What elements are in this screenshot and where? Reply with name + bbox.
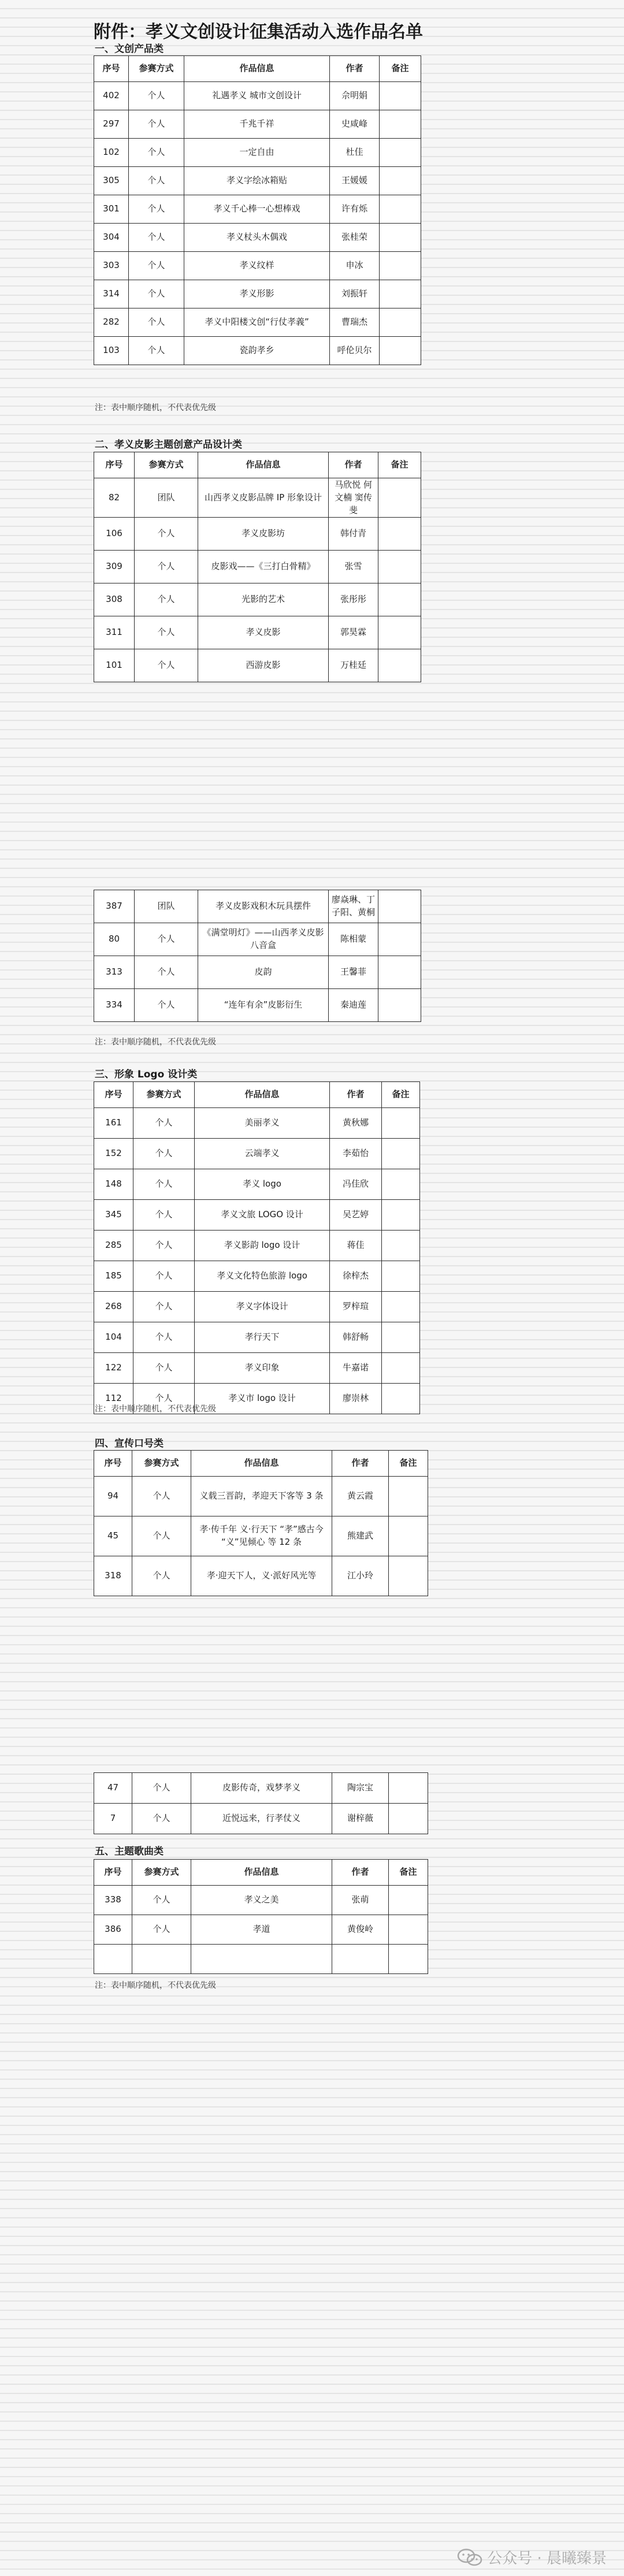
cell-no: 45 xyxy=(94,1516,132,1556)
cell-no: 47 xyxy=(94,1773,132,1804)
cell-no: 102 xyxy=(94,139,129,167)
header-mode: 参赛方式 xyxy=(132,1451,191,1477)
cell-author: 曹瑞杰 xyxy=(330,308,380,337)
header-author: 作者 xyxy=(330,1082,382,1108)
cell-mode: 个人 xyxy=(133,1261,195,1292)
cell-author: 江小玲 xyxy=(332,1556,389,1596)
cell-remark xyxy=(389,1477,428,1516)
table-note-5: 注：表中顺序随机，不代表优先级 xyxy=(95,1981,216,1990)
cell-work: 孝义皮影坊 xyxy=(198,518,329,551)
cell-author: 韩付青 xyxy=(329,518,378,551)
cell-remark xyxy=(380,195,421,224)
cell-work: 孝义杖头木偶戏 xyxy=(184,224,330,252)
cell-remark xyxy=(382,1292,420,1322)
cell-mode: 个人 xyxy=(135,989,198,1022)
cell-no: 104 xyxy=(94,1322,133,1353)
cell-no: 82 xyxy=(94,478,135,518)
cell-remark xyxy=(380,82,421,110)
header-mode: 参赛方式 xyxy=(133,1082,195,1108)
cell-no: 7 xyxy=(94,1804,132,1834)
cell-no: 345 xyxy=(94,1200,133,1231)
cell-no: 309 xyxy=(94,551,135,583)
cell-mode: 个人 xyxy=(133,1322,195,1353)
cell-remark xyxy=(378,583,421,616)
cell-mode: 个人 xyxy=(133,1353,195,1384)
cell-remark xyxy=(378,989,421,1022)
cell-work: 孝义字体设计 xyxy=(195,1292,330,1322)
header-remark: 备注 xyxy=(389,1860,428,1886)
section-title-2: 二、孝义皮影主题创意产品设计类 xyxy=(95,439,242,451)
cell-remark xyxy=(389,1804,428,1834)
header-no: 序号 xyxy=(94,1860,132,1886)
cell-remark xyxy=(380,337,421,365)
cell-no: 305 xyxy=(94,167,129,195)
table-row xyxy=(94,139,421,167)
table-row xyxy=(94,1886,428,1915)
cell-work: 孝义皮影 xyxy=(198,616,329,649)
table-row xyxy=(94,583,421,616)
table-header-row xyxy=(94,1860,428,1886)
cell-work: 孝·迎天下人，义·派好风光等 xyxy=(191,1556,332,1596)
cell-mode: 个人 xyxy=(129,224,184,252)
cell-mode: 个人 xyxy=(133,1139,195,1169)
cell-work: 近悦远来，行孝仗义 xyxy=(191,1804,332,1834)
cell-remark xyxy=(382,1200,420,1231)
page-title: 附件：孝义文创设计征集活动入选作品名单 xyxy=(94,22,423,42)
cell-mode: 团队 xyxy=(135,478,198,518)
cell-work: 皮影戏——《三打白骨精》 xyxy=(198,551,329,583)
wechat-icon xyxy=(457,2548,482,2567)
table-logo-design xyxy=(94,1081,420,1414)
cell-mode: 个人 xyxy=(135,551,198,583)
cell-mode: 个人 xyxy=(129,195,184,224)
cell-no: 94 xyxy=(94,1477,132,1516)
table-row xyxy=(94,551,421,583)
cell-author: 吴艺婷 xyxy=(330,1200,382,1231)
cell-remark xyxy=(380,308,421,337)
cell-work: 孝义纹样 xyxy=(184,252,330,280)
cell-work: 孝·传千年 义·行天下 “孝”感古今 “义”见倾心 等 12 条 xyxy=(191,1516,332,1556)
table-row xyxy=(94,1231,420,1261)
cell-no: 303 xyxy=(94,252,129,280)
cell-work: 《满堂明灯》——山西孝义皮影八音盒 xyxy=(198,923,329,956)
cell-mode: 个人 xyxy=(132,1804,191,1834)
table-row xyxy=(94,252,421,280)
table-slogans-a xyxy=(94,1450,428,1596)
table-row xyxy=(94,308,421,337)
cell-work: 孝义影韵 logo 设计 xyxy=(195,1231,330,1261)
cell-work: 义载三晋韵，孝迎天下客等 3 条 xyxy=(191,1477,332,1516)
section-title-3: 三、形象 Logo 设计类 xyxy=(95,1069,198,1080)
cell-work: 孝义文化特色旅游 logo xyxy=(195,1261,330,1292)
cell-work: 山西孝义皮影品牌 IP 形象设计 xyxy=(198,478,329,518)
table-row xyxy=(94,518,421,551)
header-mode: 参赛方式 xyxy=(135,452,198,478)
table-row xyxy=(94,1516,428,1556)
table-row xyxy=(94,1915,428,1945)
cell-author: 刘振轩 xyxy=(330,280,380,308)
cell-remark xyxy=(380,110,421,139)
cell-work: 孝义文旅 LOGO 设计 xyxy=(195,1200,330,1231)
table-row xyxy=(94,1804,428,1834)
cell-mode: 个人 xyxy=(132,1915,191,1945)
cell-remark xyxy=(382,1261,420,1292)
cell-author: 张桂荣 xyxy=(330,224,380,252)
table-row xyxy=(94,956,421,989)
cell-no: 148 xyxy=(94,1169,133,1200)
table-note-1: 注：表中顺序随机，不代表优先级 xyxy=(95,403,216,412)
header-no: 序号 xyxy=(94,1082,133,1108)
table-row xyxy=(94,224,421,252)
cell-mode: 个人 xyxy=(133,1231,195,1261)
cell-mode: 团队 xyxy=(135,890,198,923)
cell-no: 152 xyxy=(94,1139,133,1169)
header-remark: 备注 xyxy=(380,56,421,82)
table-row xyxy=(94,890,421,923)
cell-no: 106 xyxy=(94,518,135,551)
cell-remark xyxy=(382,1322,420,1353)
cell-mode: 个人 xyxy=(129,167,184,195)
cell-no: 334 xyxy=(94,989,135,1022)
cell-remark xyxy=(378,518,421,551)
table-header-row xyxy=(94,452,421,478)
table-row xyxy=(94,110,421,139)
cell-remark xyxy=(380,139,421,167)
cell-no: 402 xyxy=(94,82,129,110)
cell-work: 孝义印象 xyxy=(195,1353,330,1384)
cell-mode: 个人 xyxy=(132,1886,191,1915)
table-slogans-b xyxy=(94,1772,428,1834)
cell-no: 311 xyxy=(94,616,135,649)
cell-mode: 个人 xyxy=(129,252,184,280)
table-row xyxy=(94,1292,420,1322)
table-row xyxy=(94,923,421,956)
cell-work: 皮韵 xyxy=(198,956,329,989)
cell-work: 孝义字绘冰箱贴 xyxy=(184,167,330,195)
cell-work: 孝义市 logo 设计 xyxy=(195,1384,330,1414)
cell-remark xyxy=(382,1384,420,1414)
cell-work: 孝道 xyxy=(191,1915,332,1945)
header-no: 序号 xyxy=(94,1451,132,1477)
cell-remark xyxy=(380,224,421,252)
cell-no: 80 xyxy=(94,923,135,956)
table-row xyxy=(94,1139,420,1169)
cell-no: 338 xyxy=(94,1886,132,1915)
table-row xyxy=(94,1261,420,1292)
cell-remark xyxy=(389,1945,428,1974)
table-header-row xyxy=(94,1451,428,1477)
cell-mode: 个人 xyxy=(133,1384,195,1414)
cell-author: 黄秋娜 xyxy=(330,1108,382,1139)
table-row xyxy=(94,1477,428,1516)
cell-author: 张萌 xyxy=(332,1886,389,1915)
header-work: 作品信息 xyxy=(198,452,329,478)
cell-mode: 个人 xyxy=(129,337,184,365)
cell-remark xyxy=(382,1169,420,1200)
header-work: 作品信息 xyxy=(191,1451,332,1477)
cell-remark xyxy=(382,1108,420,1139)
cell-author: 廖崇林 xyxy=(330,1384,382,1414)
table-header-row xyxy=(94,1082,420,1108)
table-theme-songs xyxy=(94,1859,428,1974)
header-no: 序号 xyxy=(94,56,129,82)
cell-mode: 个人 xyxy=(129,280,184,308)
cell-author: 谢梓薇 xyxy=(332,1804,389,1834)
header-mode: 参赛方式 xyxy=(129,56,184,82)
cell-author: 黄云霞 xyxy=(332,1477,389,1516)
cell-no: 103 xyxy=(94,337,129,365)
header-remark: 备注 xyxy=(378,452,421,478)
cell-author: 冯佳欣 xyxy=(330,1169,382,1200)
cell-mode: 个人 xyxy=(132,1773,191,1804)
cell-mode: 个人 xyxy=(135,649,198,682)
cell-author: 熊建武 xyxy=(332,1516,389,1556)
watermark xyxy=(457,2547,607,2568)
table-row xyxy=(94,649,421,682)
cell-work: 云端孝义 xyxy=(195,1139,330,1169)
cell-remark xyxy=(380,252,421,280)
cell-author: 陶宗宝 xyxy=(332,1773,389,1804)
cell-work: 礼遇孝义 城市文创设计 xyxy=(184,82,330,110)
cell-no: 285 xyxy=(94,1231,133,1261)
cell-remark xyxy=(378,551,421,583)
cell-no: 101 xyxy=(94,649,135,682)
header-author: 作者 xyxy=(332,1860,389,1886)
cell-no: 313 xyxy=(94,956,135,989)
cell-author: 李茹怡 xyxy=(330,1139,382,1169)
cell-author: 张雪 xyxy=(329,551,378,583)
table-row xyxy=(94,167,421,195)
cell-work xyxy=(191,1945,332,1974)
cell-no: 112 xyxy=(94,1384,133,1414)
table-row xyxy=(94,1353,420,1384)
cell-no: 318 xyxy=(94,1556,132,1596)
table-row xyxy=(94,280,421,308)
cell-work: 孝义 logo xyxy=(195,1169,330,1200)
cell-author: 申冰 xyxy=(330,252,380,280)
table-row xyxy=(94,1556,428,1596)
cell-author: 佘明娟 xyxy=(330,82,380,110)
table-row xyxy=(94,1773,428,1804)
cell-work: 瓷韵孝乡 xyxy=(184,337,330,365)
cell-work: 孝义中阳楼文创“行仗孝義” xyxy=(184,308,330,337)
cell-no: 301 xyxy=(94,195,129,224)
cell-mode: 个人 xyxy=(132,1477,191,1516)
cell-author: 秦迪莲 xyxy=(329,989,378,1022)
cell-remark xyxy=(389,1915,428,1945)
cell-mode: 个人 xyxy=(135,616,198,649)
table-row xyxy=(94,82,421,110)
cell-no: 386 xyxy=(94,1915,132,1945)
cell-work: 千兆千祥 xyxy=(184,110,330,139)
table-row xyxy=(94,1169,420,1200)
cell-author: 杜佳 xyxy=(330,139,380,167)
table-note-2: 注：表中顺序随机，不代表优先级 xyxy=(95,1038,216,1047)
cell-mode: 个人 xyxy=(129,308,184,337)
cell-remark xyxy=(389,1886,428,1915)
cell-remark xyxy=(380,280,421,308)
cell-author: 牛嘉诺 xyxy=(330,1353,382,1384)
header-remark: 备注 xyxy=(389,1451,428,1477)
cell-no: 304 xyxy=(94,224,129,252)
cell-remark xyxy=(389,1773,428,1804)
cell-author: 陈相蒙 xyxy=(329,923,378,956)
cell-mode: 个人 xyxy=(133,1169,195,1200)
cell-author: 郭昊霖 xyxy=(329,616,378,649)
cell-mode: 个人 xyxy=(129,82,184,110)
header-work: 作品信息 xyxy=(191,1860,332,1886)
cell-author: 蒋佳 xyxy=(330,1231,382,1261)
cell-work: 皮影传奇，戏梦孝义 xyxy=(191,1773,332,1804)
cell-author: 韩舒畅 xyxy=(330,1322,382,1353)
header-author: 作者 xyxy=(329,452,378,478)
cell-author: 许有烁 xyxy=(330,195,380,224)
cell-no: 185 xyxy=(94,1261,133,1292)
cell-no: 161 xyxy=(94,1108,133,1139)
cell-mode: 个人 xyxy=(129,139,184,167)
cell-remark xyxy=(382,1353,420,1384)
cell-author xyxy=(332,1945,389,1974)
cell-remark xyxy=(378,616,421,649)
cell-author: 廖焱琳、丁子阳、黄桐 xyxy=(329,890,378,923)
cell-author: 呼伦贝尔 xyxy=(330,337,380,365)
cell-work: 孝义之美 xyxy=(191,1886,332,1915)
cell-author: 王媛媛 xyxy=(330,167,380,195)
cell-work: 孝义千心棒一心想棒戏 xyxy=(184,195,330,224)
section-title-5: 五、主题歌曲类 xyxy=(95,1846,164,1857)
cell-remark xyxy=(378,478,421,518)
cell-no: 314 xyxy=(94,280,129,308)
table-header-row xyxy=(94,56,421,82)
header-work: 作品信息 xyxy=(195,1082,330,1108)
header-author: 作者 xyxy=(332,1451,389,1477)
cell-author: 黄俊岭 xyxy=(332,1915,389,1945)
cell-work: 孝义皮影戏积木玩具摆件 xyxy=(198,890,329,923)
cell-no: 297 xyxy=(94,110,129,139)
header-work: 作品信息 xyxy=(184,56,330,82)
cell-work: “连年有余”皮影衍生 xyxy=(198,989,329,1022)
cell-remark xyxy=(389,1556,428,1596)
cell-no xyxy=(94,1945,132,1974)
cell-mode: 个人 xyxy=(133,1200,195,1231)
cell-work: 孝行天下 xyxy=(195,1322,330,1353)
header-author: 作者 xyxy=(330,56,380,82)
cell-mode: 个人 xyxy=(135,518,198,551)
table-row xyxy=(94,1200,420,1231)
header-mode: 参赛方式 xyxy=(132,1860,191,1886)
cell-work: 一定自由 xyxy=(184,139,330,167)
table-row xyxy=(94,195,421,224)
cell-remark xyxy=(378,890,421,923)
cell-mode xyxy=(132,1945,191,1974)
section-title-4: 四、宣传口号类 xyxy=(95,1438,164,1449)
cell-author: 徐梓杰 xyxy=(330,1261,382,1292)
cell-remark xyxy=(378,923,421,956)
cell-author: 张彤彤 xyxy=(329,583,378,616)
table-note-3: 注：表中顺序随机，不代表优先级 xyxy=(95,1404,216,1414)
watermark-text: 公众号 · 晨曦臻景 xyxy=(487,2550,607,2567)
cell-mode: 个人 xyxy=(133,1108,195,1139)
cell-work: 光影的艺术 xyxy=(198,583,329,616)
header-no: 序号 xyxy=(94,452,135,478)
cell-mode: 个人 xyxy=(133,1292,195,1322)
table-row xyxy=(94,1322,420,1353)
cell-mode: 个人 xyxy=(135,583,198,616)
cell-work: 西游皮影 xyxy=(198,649,329,682)
cell-author: 罗梓瑄 xyxy=(330,1292,382,1322)
cell-no: 387 xyxy=(94,890,135,923)
cell-mode: 个人 xyxy=(135,923,198,956)
cell-author: 王馨菲 xyxy=(329,956,378,989)
cell-no: 282 xyxy=(94,308,129,337)
cell-author: 史咸峰 xyxy=(330,110,380,139)
cell-mode: 个人 xyxy=(132,1556,191,1596)
cell-work: 孝义形影 xyxy=(184,280,330,308)
table-cultural-products xyxy=(94,55,421,365)
table-row xyxy=(94,1108,420,1139)
table-shadow-puppet-b xyxy=(94,890,421,1022)
cell-no: 122 xyxy=(94,1353,133,1384)
table-row xyxy=(94,989,421,1022)
cell-mode: 个人 xyxy=(135,956,198,989)
cell-remark xyxy=(380,167,421,195)
cell-author: 万桂廷 xyxy=(329,649,378,682)
cell-no: 308 xyxy=(94,583,135,616)
cell-mode: 个人 xyxy=(129,110,184,139)
cell-remark xyxy=(378,956,421,989)
table-row xyxy=(94,478,421,518)
table-row xyxy=(94,337,421,365)
table-row xyxy=(94,1945,428,1974)
cell-author: 马欣悦 何文楠 窦传斐 xyxy=(329,478,378,518)
cell-mode: 个人 xyxy=(132,1516,191,1556)
section-title-1: 一、文创产品类 xyxy=(95,43,164,55)
table-row xyxy=(94,616,421,649)
cell-no: 268 xyxy=(94,1292,133,1322)
cell-remark xyxy=(389,1516,428,1556)
cell-remark xyxy=(382,1139,420,1169)
table-shadow-puppet-a xyxy=(94,452,421,682)
cell-remark xyxy=(382,1231,420,1261)
cell-remark xyxy=(378,649,421,682)
header-remark: 备注 xyxy=(382,1082,420,1108)
cell-work: 美丽孝义 xyxy=(195,1108,330,1139)
